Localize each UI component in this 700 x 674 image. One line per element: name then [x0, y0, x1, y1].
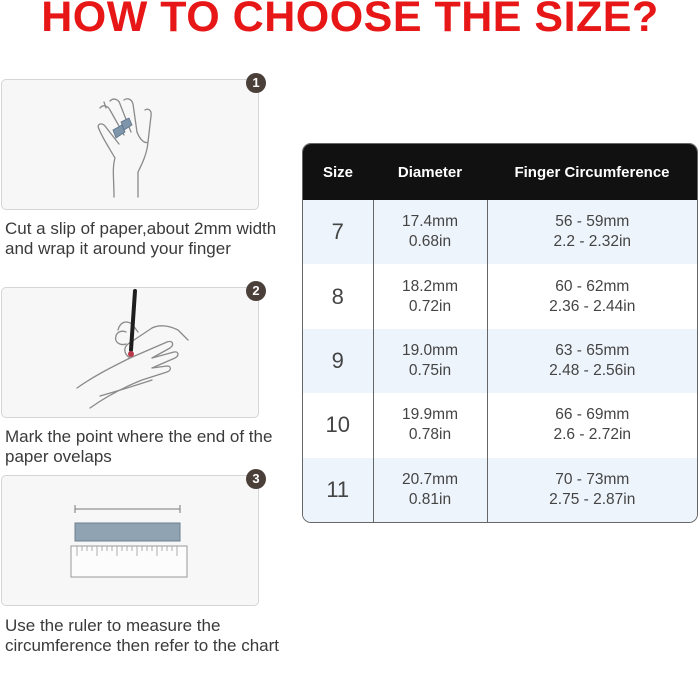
step-number-badge: 1 — [246, 73, 266, 93]
step-1-illustration — [1, 75, 260, 210]
circumference-mm: 60 - 62mm — [555, 277, 630, 295]
size-chart-table — [302, 143, 698, 523]
circumference-cell — [487, 329, 697, 393]
diameter-in: 0.68in — [408, 233, 452, 251]
circumference-mm: 70 - 73mm — [555, 470, 630, 488]
header-diameter: Diameter — [373, 144, 487, 200]
size-cell: 8 — [303, 264, 373, 328]
table-row — [303, 458, 697, 522]
size-cell: 11 — [303, 458, 373, 522]
circumference-in: 2.36 - 2.44in — [549, 297, 636, 315]
table-row — [303, 264, 697, 328]
diameter-cell — [373, 393, 487, 457]
step-1-text: Cut a slip of paper,about 2mm width and wrap it around your finger — [5, 219, 277, 258]
diameter-mm: 17.4mm — [402, 213, 458, 231]
step-number-badge: 3 — [246, 469, 266, 489]
page-title: HOW TO CHOOSE THE SIZE? — [41, 0, 659, 41]
circumference-in: 2.6 - 2.72in — [553, 426, 632, 444]
step-number-badge: 2 — [246, 281, 266, 301]
step-3-illustration — [1, 471, 260, 606]
diameter-cell — [373, 329, 487, 393]
header-size: Size — [303, 144, 373, 200]
circumference-mm: 66 - 69mm — [555, 406, 630, 424]
circumference-in: 2.48 - 2.56in — [549, 361, 636, 379]
diameter-mm: 19.0mm — [402, 341, 458, 359]
diameter-cell — [373, 200, 487, 264]
diameter-cell — [373, 458, 487, 522]
table-row — [303, 329, 697, 393]
size-cell: 9 — [303, 329, 373, 393]
hand-mark-pen-icon — [2, 288, 258, 417]
diameter-in: 0.72in — [408, 297, 452, 315]
diameter-mm: 18.2mm — [402, 277, 458, 295]
circumference-mm: 63 - 65mm — [555, 341, 630, 359]
circumference-cell — [487, 393, 697, 457]
diameter-mm: 19.9mm — [402, 406, 458, 424]
table-header-row — [303, 144, 697, 200]
step-2-illustration — [1, 283, 260, 418]
size-cell: 10 — [303, 393, 373, 457]
diameter-in: 0.75in — [408, 361, 452, 379]
size-cell: 7 — [303, 200, 373, 264]
circumference-in: 2.2 - 2.32in — [553, 233, 632, 251]
diameter-in: 0.78in — [408, 426, 452, 444]
circumference-in: 2.75 - 2.87in — [549, 490, 636, 508]
header-finger-circumference: Finger Circumference — [487, 144, 697, 200]
step-3-text: Use the ruler to measure the circumference then refer to the chart — [5, 616, 280, 655]
step-2-text: Mark the point where the end of the paper ovelaps — [5, 427, 273, 466]
circumference-cell — [487, 458, 697, 522]
ruler-icon — [2, 476, 258, 605]
table-row — [303, 393, 697, 457]
diameter-cell — [373, 264, 487, 328]
hand-wrap-paper-icon — [2, 80, 258, 209]
table-row — [303, 200, 697, 264]
circumference-mm: 56 - 59mm — [555, 213, 630, 231]
circumference-cell — [487, 264, 697, 328]
diameter-in: 0.81in — [408, 490, 452, 508]
circumference-cell — [487, 200, 697, 264]
diameter-mm: 20.7mm — [402, 470, 458, 488]
